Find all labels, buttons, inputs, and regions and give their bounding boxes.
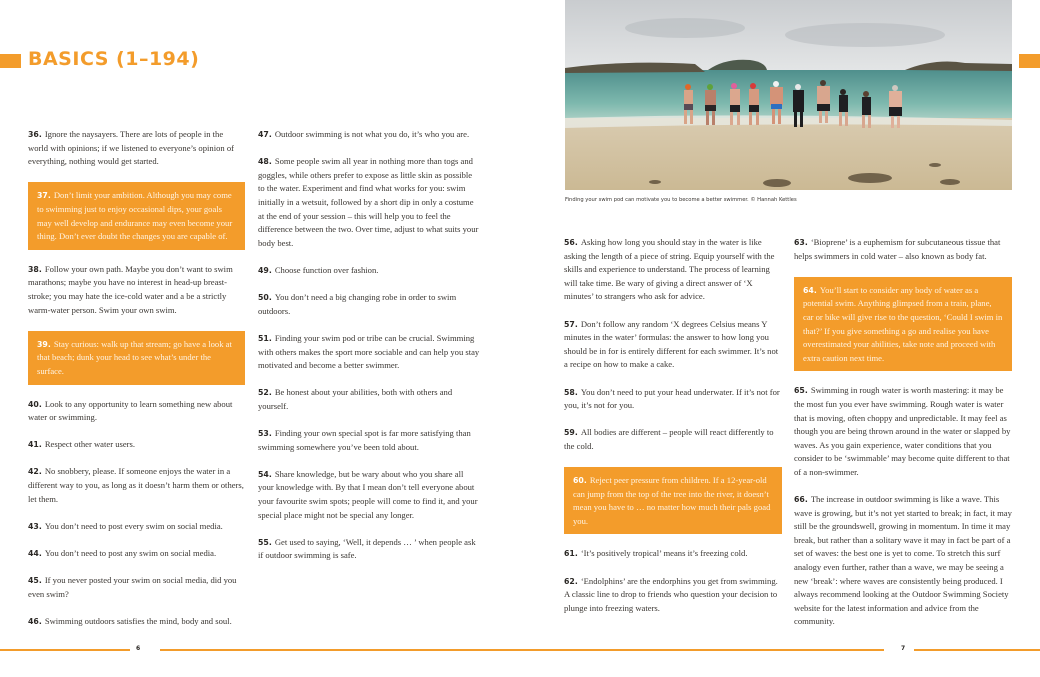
section-tab-marker-left (0, 54, 21, 68)
footer-rule-right (914, 649, 1040, 651)
list-item: 59. All bodies are different – people will react differently to the cold. (564, 427, 774, 451)
list-item: 45. If you never posted your swim on social media, did you even swim? (28, 575, 237, 599)
list-item: 36. Ignore the naysayers. There are lots of people in the world with opinions; if we listened to everyone’s opinion of everything, nothing would get started. (28, 129, 234, 167)
list-item: 47. Outdoor swimming is not what you do, it’s who you are. (258, 129, 470, 139)
list-item: 43. You don’t need to post every swim on social media. (28, 520, 223, 531)
list-item: 52. Be honest about your abilities, both with others and yourself. (258, 387, 453, 411)
list-item: 65. Swimming in rough water is worth mastering: it may be the most fun you ever have swimming. Rough water is water that is moving, often choppy and unpredictable. It may feel as though you are being thrown around in the water or slapped by waves. As you gain experience, water conditions that you consider to be ‘swimmable’ may become quite different to that of a non-swimmer. (794, 385, 1011, 477)
list-item: 48. Some people swim all year in nothing more than togs and goggles, while others prefer to expose as little skin as possible to the water. Experiment and find what works for you: swim initially in a wetsuit, followed by a short dip in only a costume at the end of your session – this will help you to feel the difference between the two. Over time, adjust to what suits your body best. (258, 156, 479, 248)
list-item: 44. You don’t need to post any swim on social media. (28, 548, 217, 559)
list-item: 53. Finding your own special spot is far more satisfying than swimming somewhere you’ve been told about. (258, 428, 471, 452)
list-item: 42. No snobbery, please. If someone enjoys the water in a different way to you, as long as it doesn’t harm them or others, let them. (28, 466, 244, 504)
highlight-box: 37. Don’t limit your ambition. Although you may come to swimming just to enjoy occasional dips, your goals may well develop and endurance may even become your thing. Don’t ever doubt the changes you are capable of. (28, 182, 245, 249)
list-item: 66. The increase in outdoor swimming is like a wave. This wave is growing, but it’s not yet started to break; in fact, it may still be the groundswell, growing in momentum. In time it may break, but rather than a solitary wave it may in fact be part of a set of waves: the best one is yet to come. To stretch this surf analogy even further, rather than a wave, we may be seeing a new ‘break’: where waves are consistently being produced. I always recommend looking at the Outdoor Swimming Society website for the latest information and advice from the community. (794, 494, 1012, 627)
column-2 (258, 128, 480, 577)
highlight-box: 39. Stay curious: walk up that stream; go have a look at that beach; dunk your head to see what’s under the surface. (28, 331, 245, 385)
photo-caption: Finding your swim pod can motivate you to become a better swimmer. © Hannah Kettles (565, 197, 797, 203)
section-title: BASICS (1–194) (28, 48, 200, 70)
page-number-right: 7 (901, 645, 906, 652)
list-item: 51. Finding your swim pod or tribe can be crucial. Swimming with others makes the sport more sociable and can help you stay motivated and become a better swimmer. (258, 332, 480, 371)
list-item: 41. Respect other water users. (28, 439, 136, 450)
list-item: 38. Follow your own path. Maybe you don’t want to swim marathons; maybe you have no interest in head-up breast-stroke; you may hate the ice-cold water and a be a strictly warm-water person. Swim your own swim. (28, 263, 233, 315)
column-4 (794, 236, 1012, 643)
list-item: 55. Get used to saying, ‘Well, it depends … ’ when people ask if outdoor swimming is safe. (258, 536, 476, 561)
list-item: 61. ‘It’s positively tropical’ means it’s freezing cold. (564, 548, 748, 559)
list-item: 63. ‘Bioprene’ is a euphemism for subcutaneous tissue that helps swimmers in cold water – also known as body fat. (794, 237, 1001, 261)
list-item: 58. You don’t need to put your head underwater. If it’s not for you, it’s not for you. (564, 386, 780, 411)
page-number-left: 6 (136, 645, 141, 652)
section-tab-marker-right (1019, 54, 1040, 68)
list-item: 46. Swimming outdoors satisfies the mind, body and soul. (28, 616, 232, 626)
list-item: 54. Share knowledge, but be wary about who you share all your knowledge with. By that I mean don’t tell everyone about your favourite swim spots; people will come to find it, and your special place might not be special any longer. (258, 468, 478, 520)
footer-rule-left (0, 649, 130, 651)
list-item: 57. Don’t follow any random ‘X degrees Celsius means Y minutes in the water’ formulas: the answer to how long you should be in for is entirely different for each swimmer. It’s not a recipe on how to make a cake. (564, 318, 779, 370)
highlight-box: 60. Reject peer pressure from children. If a 12-year-old can jump from the top of the tree into the river, it doesn’t mean you have to … no matter how much their pals goad you. (564, 467, 782, 534)
list-item: 40. Look to any opportunity to learn something new about water or swimming. (28, 398, 233, 423)
beach-swimmers-photo (565, 0, 1012, 190)
list-item: 50. You don’t need a big changing robe in order to swim outdoors. (258, 292, 457, 316)
column-3 (564, 236, 782, 629)
list-item: 49. Choose function over fashion. (258, 264, 379, 275)
column-1 (28, 128, 245, 642)
list-item: 62. ‘Endolphins’ are the endorphins you get from swimming. A classic line to drop to friends who question your decision to plunge into freezing waters. (564, 575, 778, 613)
highlight-box: 64. You’ll start to consider any body of water as a potential swim. Anything glimpsed from a train, plane, car or bike will give rise to the question, ‘Could I swim in that?’ If you give something a go and realise you have overestimated your abilities, take note and proceed with extra caution next time. (794, 277, 1012, 372)
list-item: 56. Asking how long you should stay in the water is like asking the length of a piece of string. Equip yourself with the skills and experience to understand. The process of learning will take time. Be wary of giving a direct answer of ‘X minutes’ to strangers who ask for advice. (564, 237, 775, 302)
footer-rule-center (160, 649, 884, 651)
